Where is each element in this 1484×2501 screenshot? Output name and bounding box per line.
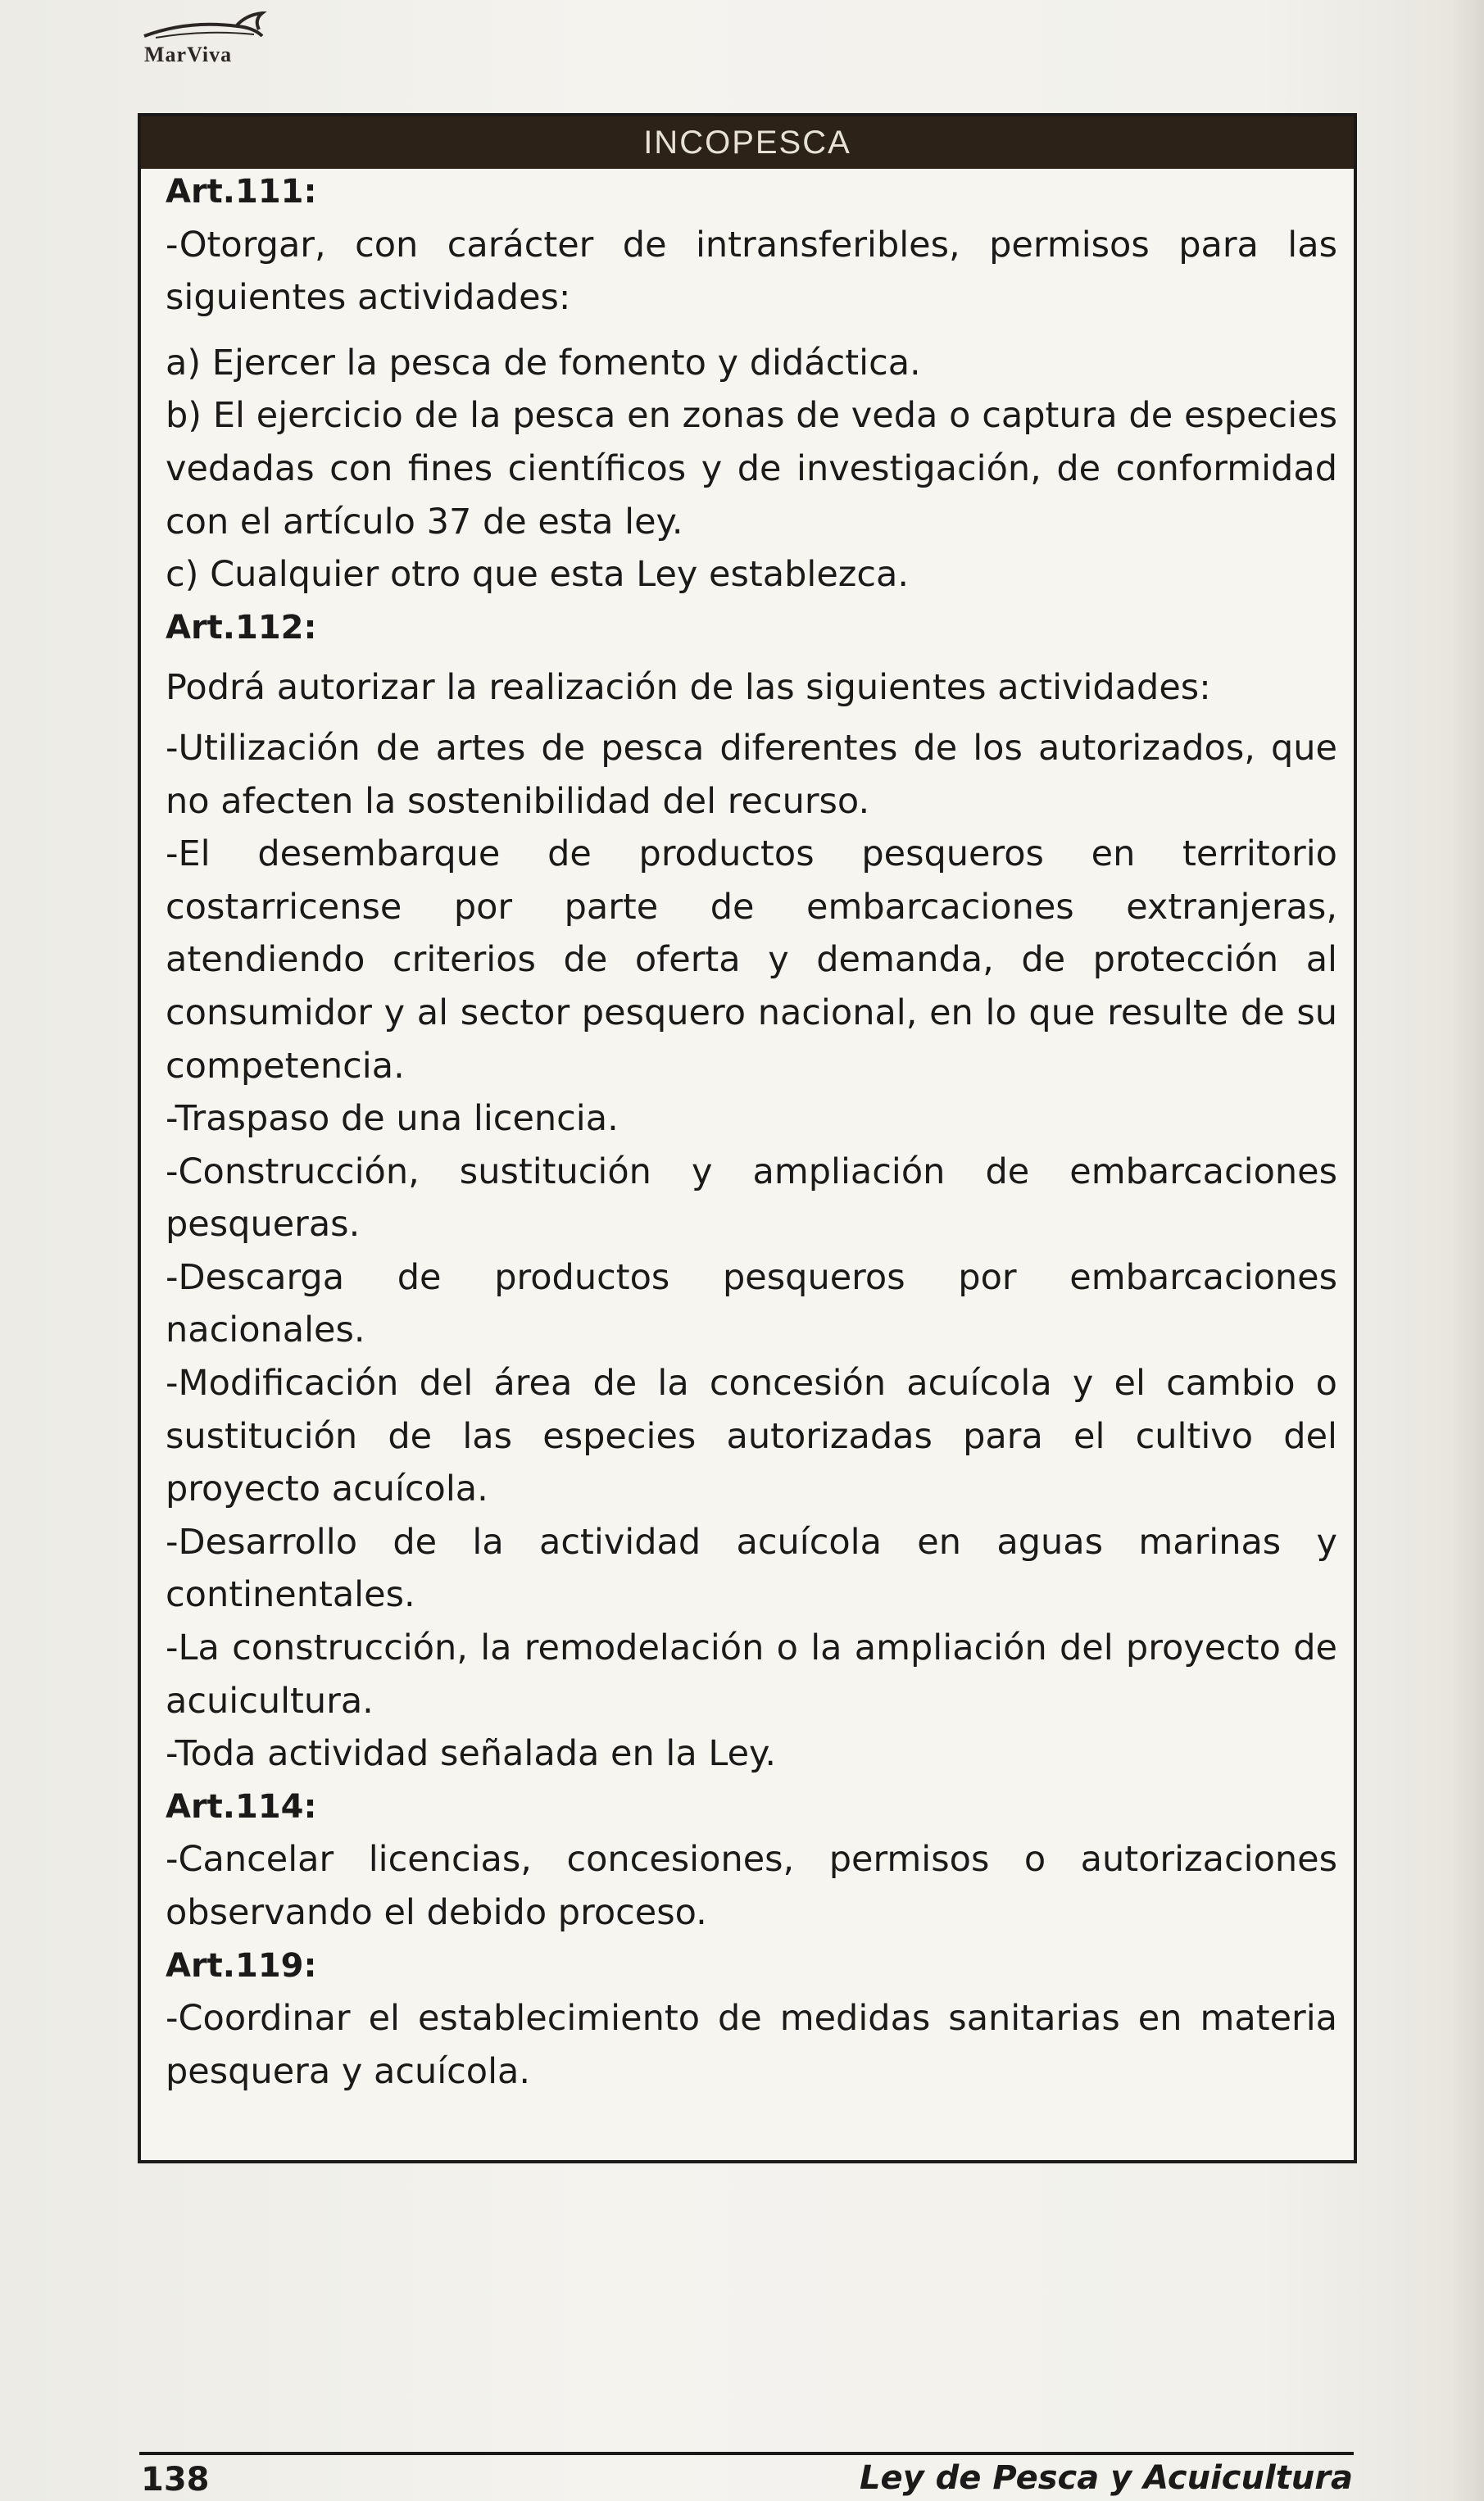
paragraph: Podrá autorizar la realización de las siguientes actividades: — [166, 667, 1211, 709]
paragraph: -Utilización de artes de pesca diferentes de los autorizados, que no afecten la sostenibilidad del recurso. — [166, 727, 1337, 822]
marviva-logo — [139, 11, 303, 69]
paragraph: -Desarrollo de la actividad acuícola en aguas marinas y continentales. — [166, 1521, 1337, 1616]
page-edge-shadow — [1451, 0, 1484, 2501]
footer-book-title: Ley de Pesca y Acuicultura — [860, 2459, 1353, 2497]
article-heading: Art.119: — [166, 1946, 317, 1985]
paragraph: -La construcción, la remodelación o la ampliación del proyecto de acuicultura. — [166, 1627, 1337, 1722]
paragraph: a) Ejercer la pesca de fomento y didáctica. — [166, 342, 921, 384]
paragraph: -Coordinar el establecimiento de medidas sanitarias en materia pesquera y acuícola. — [166, 1998, 1337, 2092]
paragraph: c) Cualquier otro que esta Ley establezca. — [166, 554, 910, 596]
footer-rule — [139, 2452, 1354, 2455]
logo-text: MarViva — [144, 43, 233, 66]
incopesca-box — [138, 113, 1357, 2163]
paragraph: -Construcción, sustitución y ampliación de embarcaciones pesqueras. — [166, 1151, 1337, 1246]
paragraph: -Otorgar, con carácter de intransferibles, permisos para las siguientes actividades: — [166, 224, 1337, 319]
paragraph: -Cancelar licencias, concesiones, permisos o autorizaciones observando el debido proceso. — [166, 1839, 1337, 1933]
paragraph: -El desembarque de productos pesqueros en territorio costarricense por parte de embarcaciones extranjeras, atendiendo criterios de oferta y demanda, de protección al consumidor y al sector pesquero nacional, en lo que resulte de su competencia. — [166, 833, 1337, 1087]
paragraph: -Descarga de productos pesqueros por embarcaciones nacionales. — [166, 1256, 1337, 1351]
article-heading: Art.111: — [166, 173, 317, 211]
box-title: INCOPESCA — [141, 116, 1354, 169]
paragraph: -Toda actividad señalada en la Ley. — [166, 1733, 777, 1775]
paragraph: b) El ejercicio de la pesca en zonas de veda o captura de especies vedadas con fines científicos y de investigación, de conformidad con el artículo 37 de esta ley. — [166, 395, 1337, 542]
page-number: 138 — [141, 2461, 210, 2499]
paragraph: -Traspaso de una licencia. — [166, 1098, 619, 1140]
wave-logo-icon — [139, 11, 303, 44]
box-content — [166, 166, 1337, 2098]
article-heading: Art.114: — [166, 1787, 317, 1826]
paragraph: -Modificación del área de la concesión acuícola y el cambio o sustitución de las especies autorizadas para el cultivo del proyecto acuícola. — [166, 1363, 1337, 1510]
article-heading: Art.112: — [166, 608, 317, 647]
